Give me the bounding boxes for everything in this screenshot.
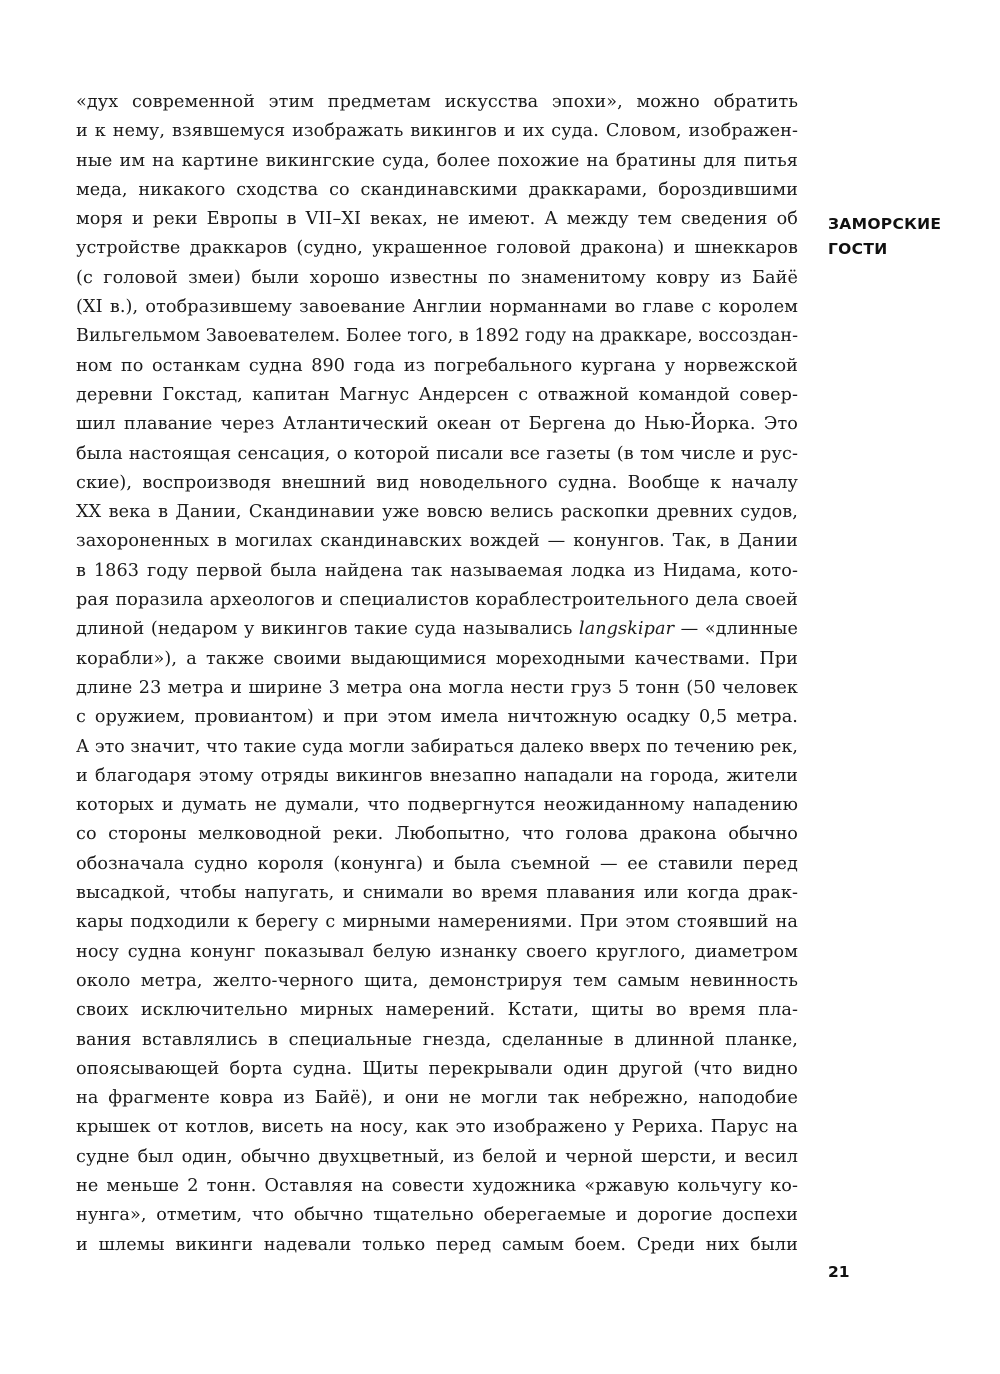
text-line: была настоящая сенсация, о которой писали все газеты (в том числе и рус- bbox=[76, 443, 798, 464]
text-line: не меньше 2 тонн. Оставляя на совести художника «ржавую кольчугу ко- bbox=[76, 1175, 798, 1196]
text-line: ные им на картине викингские суда, более похожие на братины для питья bbox=[76, 150, 798, 171]
text-line-with-italic bbox=[76, 615, 798, 644]
text-line: на фрагменте ковра из Байё), и они не могли так небрежно, наподобие bbox=[76, 1088, 798, 1109]
text-line: длине 23 метра и ширине 3 метра она могла нести груз 5 тонн (50 человек bbox=[76, 677, 798, 698]
text-line: кары подходили к берегу с мирными намерениями. При этом стоявший на bbox=[76, 912, 798, 933]
text-line: шил плавание через Атлантический океан от Бергена до Нью-Йорка. Это bbox=[76, 414, 798, 435]
text-line: высадкой, чтобы напугать, и снимали во время плавания или когда драк- bbox=[76, 883, 798, 904]
text-line: рая поразила археологов и специалистов кораблестроительного дела своей bbox=[76, 590, 798, 611]
text-line: с оружием, провиантом) и при этом имела ничтожную осадку 0,5 метра. bbox=[76, 707, 798, 728]
text-line: обозначала судно короля (конунга) и была съемной — ее ставили перед bbox=[76, 853, 798, 874]
text-line: около метра, желто-черного щита, демонстрируя тем самым невинность bbox=[76, 970, 798, 991]
text-line: «дух современной этим предметам искусства эпохи», можно обратить bbox=[76, 92, 798, 112]
text-line: которых и думать не думали, что подвергнутся неожиданному нападению bbox=[76, 795, 798, 816]
text-line: ном по останкам судна 890 года из погребального кургана у норвежской bbox=[76, 355, 798, 376]
text-line: своих исключительно мирных намерений. Кстати, щиты во время пла- bbox=[76, 1000, 798, 1021]
text-line: корабли»), а также своими выдающимися мореходными качествами. При bbox=[76, 648, 798, 669]
text-line: меда, никакого сходства со скандинавскими драккарами, бороздившими bbox=[76, 179, 798, 200]
text-line: захороненных в могилах скандинавских вождей — конунгов. Так, в Дании bbox=[76, 531, 798, 552]
text-line: А это значит, что такие суда могли забираться далеко вверх по течению рек, bbox=[76, 736, 799, 757]
text-segment: — «длинные bbox=[674, 619, 798, 640]
text-line: ские), воспроизводя внешний вид новодельного судна. Вообще к началу bbox=[76, 472, 798, 493]
text-line: и благодаря этому отряды викингов внезапно нападали на города, жители bbox=[76, 765, 798, 786]
text-line: устройстве драккаров (судно, украшенное головой дракона) и шнеккаров bbox=[76, 238, 798, 259]
text-segment: длиной (недаром у викингов такие суда назывались bbox=[76, 619, 573, 640]
page-number: 21 bbox=[828, 1263, 850, 1281]
body-text bbox=[76, 88, 798, 1260]
text-line: (с головой змеи) были хорошо известны по знаменитому ковру из Байё bbox=[76, 267, 798, 288]
text-line: судне был один, обычно двухцветный, из белой и черной шерсти, и весил bbox=[76, 1146, 798, 1167]
italic-term: langskipar bbox=[578, 619, 675, 640]
section-title-line: ГОСТИ bbox=[828, 240, 888, 258]
text-line: носу судна конунг показывал белую изнанку своего круглого, диаметром bbox=[76, 941, 798, 962]
text-line: и к нему, взявшемуся изображать викингов и их суда. Словом, изображен- bbox=[76, 121, 798, 142]
text-line: опоясывающей борта судна. Щиты перекрывали один другой (что видно bbox=[76, 1058, 798, 1079]
section-title-line: ЗАМОРСКИЕ bbox=[828, 215, 942, 233]
text-line: и шлемы викинги надевали только перед самым боем. Среди них были bbox=[76, 1234, 798, 1255]
text-line: вания вставлялись в специальные гнезда, сделанные в длинной планке, bbox=[76, 1029, 798, 1050]
section-title bbox=[828, 212, 968, 262]
text-line: (XI в.), отобразившему завоевание Англии норманнами во главе с королем bbox=[76, 297, 798, 318]
text-line: со стороны мелководной реки. Любопытно, что голова дракона обычно bbox=[76, 824, 798, 845]
text-line: Вильгельмом Завоевателем. Более того, в 1892 году на драккаре, воссоздан- bbox=[76, 326, 799, 347]
text-line: в 1863 году первой была найдена так называемая лодка из Нидама, кото- bbox=[76, 560, 798, 581]
text-line: деревни Гокстад, капитан Магнус Андерсен с отважной командой совер- bbox=[76, 384, 798, 405]
text-line: крышек от котлов, висеть на носу, как это изображено у Рериха. Парус на bbox=[76, 1117, 798, 1138]
text-line: XX века в Дании, Скандинавии уже вовсю велись раскопки древних судов, bbox=[76, 502, 798, 523]
text-line: моря и реки Европы в VII–XI веках, не имеют. А между тем сведения об bbox=[76, 209, 798, 230]
text-line: нунга», отметим, что обычно тщательно оберегаемые и дорогие доспехи bbox=[76, 1205, 798, 1226]
